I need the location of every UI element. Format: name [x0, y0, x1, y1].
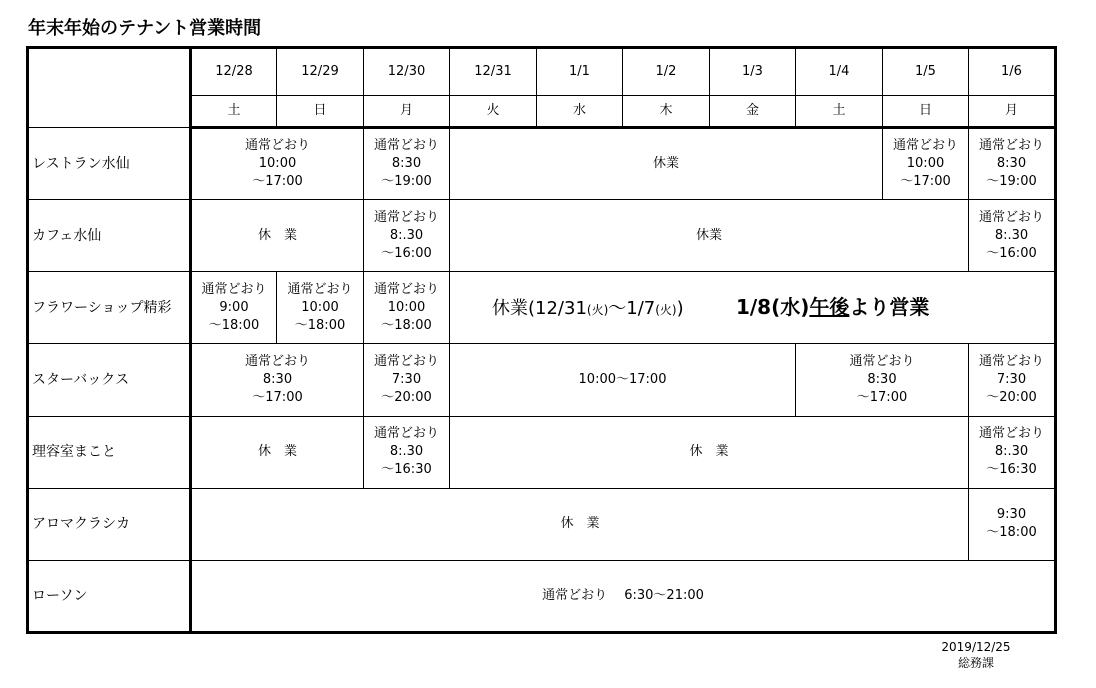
hours-line: ～17:00 — [252, 174, 303, 190]
hours-cell — [969, 128, 1056, 200]
hours-line: 10:00 — [387, 299, 426, 315]
hours-line: 8:30 — [262, 372, 293, 387]
hours-cell — [364, 272, 450, 344]
hours-line: 通常どおり — [373, 426, 439, 442]
hours-line: 8:.30 — [389, 444, 424, 460]
tenant-name: アロマクラシカ — [28, 488, 191, 560]
closed-period-cell — [450, 272, 1056, 344]
hours-cell — [364, 128, 450, 200]
date-cell: 1/4 — [796, 48, 883, 96]
hours-line: 8:30 — [867, 372, 897, 387]
tenant-name: ローソン — [28, 560, 191, 632]
hours-line: ～16:30 — [381, 462, 432, 478]
weekday-cell: 月 — [969, 96, 1056, 128]
closed-cell: 休 業 — [191, 416, 364, 488]
hours-line: ～18:00 — [294, 317, 346, 333]
hours-cell — [883, 128, 969, 200]
closed-start-day: (火) — [586, 303, 609, 318]
date-header-row — [28, 48, 1056, 96]
hours-line: 通常どおり — [287, 281, 353, 297]
closed-cell: 休業 — [450, 200, 969, 272]
hours-line: ～20:00 — [381, 390, 432, 405]
closed-paren: ) — [676, 298, 684, 320]
hours-line: 通常どおり — [373, 354, 439, 369]
hours-cell — [191, 344, 364, 416]
hours-cell — [969, 200, 1056, 272]
date-cell: 1/5 — [883, 48, 969, 96]
tenant-name: スターバックス — [28, 344, 191, 416]
weekday-cell: 金 — [710, 96, 796, 128]
date-cell: 12/31 — [450, 48, 537, 96]
hours-line: 通常どおり — [978, 138, 1044, 154]
tenant-name: カフェ水仙 — [28, 200, 191, 272]
table-row — [28, 560, 1056, 632]
hours-cell — [191, 272, 277, 344]
hours-cell — [191, 128, 364, 200]
hours-line: 通常どおり — [892, 138, 958, 154]
hours-cell — [364, 344, 450, 416]
hours-line: 8:.30 — [994, 227, 1029, 243]
hours-line: 9:00 — [219, 299, 249, 315]
hours-line: ～18:00 — [986, 525, 1037, 541]
hours-line: 通常どおり — [373, 281, 439, 297]
date-cell: 1/2 — [623, 48, 710, 96]
reopen-afternoon: 午後 — [809, 295, 850, 320]
closed-cell: 休 業 — [191, 488, 969, 560]
hours-line: 通常どおり — [201, 281, 267, 297]
reopen-text: より営業 — [849, 295, 930, 320]
closed-cell: 休 業 — [191, 200, 364, 272]
hours-line: ～16:00 — [381, 245, 432, 261]
table-row — [28, 344, 1056, 416]
hours-cell — [969, 488, 1056, 560]
hours-line: 8:.30 — [389, 227, 424, 243]
hours-line: 通常どおり — [978, 426, 1044, 442]
hours-line: ～20:00 — [986, 390, 1037, 405]
weekday-cell: 月 — [364, 96, 450, 128]
weekday-cell: 土 — [191, 96, 277, 128]
date-cell: 12/30 — [364, 48, 450, 96]
regular-hours-cell: 通常どおり 6:30～21:00 — [191, 560, 1056, 632]
weekday-cell: 日 — [883, 96, 969, 128]
closed-label: 休業 — [492, 298, 528, 320]
hours-cell — [277, 272, 364, 344]
hours-line: 通常どおり — [373, 138, 439, 154]
tenant-name: 理容室まこと — [28, 416, 191, 488]
hours-line: 8:.30 — [994, 444, 1029, 460]
hours-line: ～17:00 — [856, 390, 908, 405]
hours-line: 通常どおり — [978, 209, 1044, 225]
hours-line: 通常どおり — [978, 354, 1044, 369]
weekday-cell: 土 — [796, 96, 883, 128]
closed-end-day: (火) — [655, 303, 677, 318]
hours-line: 通常どおり — [373, 209, 439, 225]
weekday-cell: 火 — [450, 96, 537, 128]
hours-line: ～17:00 — [900, 174, 951, 190]
hours-line: 8:30 — [996, 156, 1027, 172]
hours-line: ～18:00 — [381, 317, 432, 333]
closed-start: (12/31 — [528, 298, 587, 320]
hours-line: ～17:00 — [252, 390, 303, 405]
hours-cell — [364, 416, 450, 488]
hours-cell — [969, 416, 1056, 488]
corner-cell — [28, 48, 191, 128]
weekday-cell: 木 — [623, 96, 710, 128]
weekday-cell: 水 — [537, 96, 623, 128]
closed-end: ～1/7 — [608, 298, 656, 320]
date-cell: 1/6 — [969, 48, 1056, 96]
hours-line: 10:00 — [301, 299, 339, 315]
closed-cell: 休業 — [450, 128, 883, 200]
hours-line: ～16:30 — [986, 462, 1037, 478]
date-cell: 12/28 — [191, 48, 277, 96]
hours-line: 10:00 — [258, 156, 297, 172]
table-row — [28, 272, 1056, 344]
tenant-name: レストラン水仙 — [28, 128, 191, 200]
schedule-table — [26, 46, 1057, 634]
reopen-date: 1/8(水) — [735, 295, 810, 320]
hours-line: ～16:00 — [986, 245, 1037, 261]
page-title: 年末年始のテナント営業時間 — [28, 18, 262, 39]
table-row — [28, 416, 1056, 488]
issue-date: 2019/12/25 — [941, 640, 1011, 654]
hours-line: 7:30 — [391, 372, 422, 387]
hours-line: 通常どおり — [849, 354, 915, 369]
hours-cell — [364, 200, 450, 272]
hours-line: ～19:00 — [381, 174, 432, 190]
hours-line: 7:30 — [996, 372, 1027, 387]
hours-line: 通常どおり — [244, 354, 310, 369]
date-cell: 1/1 — [537, 48, 623, 96]
hours-cell — [969, 344, 1056, 416]
weekday-cell: 日 — [277, 96, 364, 128]
hours-line: 10:00 — [906, 156, 945, 172]
table-row — [28, 200, 1056, 272]
hours-line: ～19:00 — [986, 174, 1037, 190]
date-cell: 12/29 — [277, 48, 364, 96]
table-row — [28, 128, 1056, 200]
hours-line: 通常どおり — [244, 138, 310, 154]
department: 総務課 — [957, 656, 994, 670]
hours-line: 8:30 — [391, 156, 422, 172]
hours-line: ～18:00 — [208, 317, 260, 333]
table-row — [28, 488, 1056, 560]
short-hours-cell: 10:00～17:00 — [450, 344, 796, 416]
hours-cell — [796, 344, 969, 416]
closed-cell: 休 業 — [450, 416, 969, 488]
hours-line: 9:30 — [996, 507, 1027, 523]
date-cell: 1/3 — [710, 48, 796, 96]
tenant-name: フラワーショップ精彩 — [28, 272, 191, 344]
